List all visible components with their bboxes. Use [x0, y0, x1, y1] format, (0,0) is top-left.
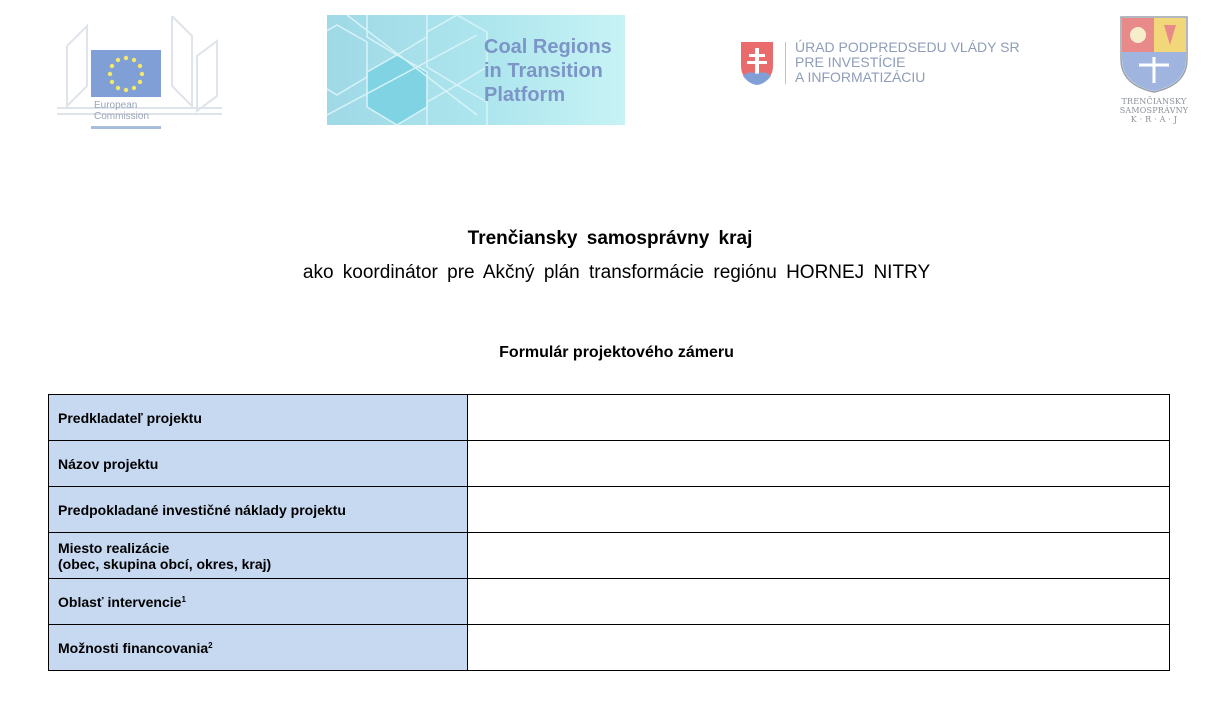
form-title: Formulár projektového zámeru: [499, 344, 734, 361]
row-label: [49, 579, 468, 625]
table-row: [49, 579, 1170, 625]
coal-regions-wordmark: Coal Regions in Transition Platform: [484, 36, 612, 106]
ec-underline: [91, 126, 161, 129]
oblast-intervencie-field[interactable]: [468, 579, 1170, 625]
european-commission-logo: [57, 16, 222, 130]
page-title: Trenčiansky samosprávny kraj: [467, 228, 753, 249]
page-subtitle: ako koordinátor pre Akčný plán transformácie regiónu HORNEJ NITRY: [302, 262, 931, 283]
predkladatel-field[interactable]: [468, 395, 1170, 441]
row-label-line: Miesto realizácie: [58, 539, 170, 556]
naklady-field[interactable]: [468, 487, 1170, 533]
table-row: [49, 487, 1170, 533]
trenciansky-kraj-logo: [1116, 15, 1192, 127]
table-row: [49, 441, 1170, 487]
slovak-coat-of-arms-icon: [739, 40, 775, 86]
row-label: [49, 533, 468, 579]
eu-flag-icon: [91, 50, 161, 97]
row-label: Názov projektu: [49, 441, 468, 487]
table-row: [49, 625, 1170, 671]
row-label: Predkladateľ projektu: [49, 395, 468, 441]
tsk-coat-of-arms-icon: [1119, 15, 1189, 93]
ec-wordmark: European Commission: [94, 100, 150, 122]
logo-bar: [0, 0, 1220, 135]
row-label-text: Oblasť intervencie: [58, 593, 182, 610]
footnote-marker[interactable]: 1: [181, 594, 186, 604]
table-row: [49, 395, 1170, 441]
nazov-projektu-field[interactable]: [468, 441, 1170, 487]
tsk-wordmark: TRENČIANSKY SAMOSPRÁVNY K · R · A · J: [1119, 97, 1189, 124]
urad-podpredsedu-logo: [739, 40, 1029, 90]
row-label: [49, 625, 468, 671]
urad-divider: [785, 42, 786, 84]
coal-regions-logo: [327, 15, 625, 125]
table-row: [49, 533, 1170, 579]
row-label-text: Možnosti financovania: [58, 639, 209, 656]
project-form-table: [48, 394, 1170, 671]
moznosti-financovania-field[interactable]: [468, 625, 1170, 671]
urad-wordmark: ÚRAD PODPREDSEDU VLÁDY SR PRE INVESTÍCIE A INFORMATIZÁCIU: [795, 39, 1020, 85]
footnote-marker[interactable]: 2: [208, 640, 213, 650]
row-label: Predpokladané investičné náklady projektu: [49, 487, 468, 533]
miesto-realizacie-field[interactable]: [468, 533, 1170, 579]
row-label-line: (obec, skupina obcí, okres, kraj): [58, 555, 272, 572]
